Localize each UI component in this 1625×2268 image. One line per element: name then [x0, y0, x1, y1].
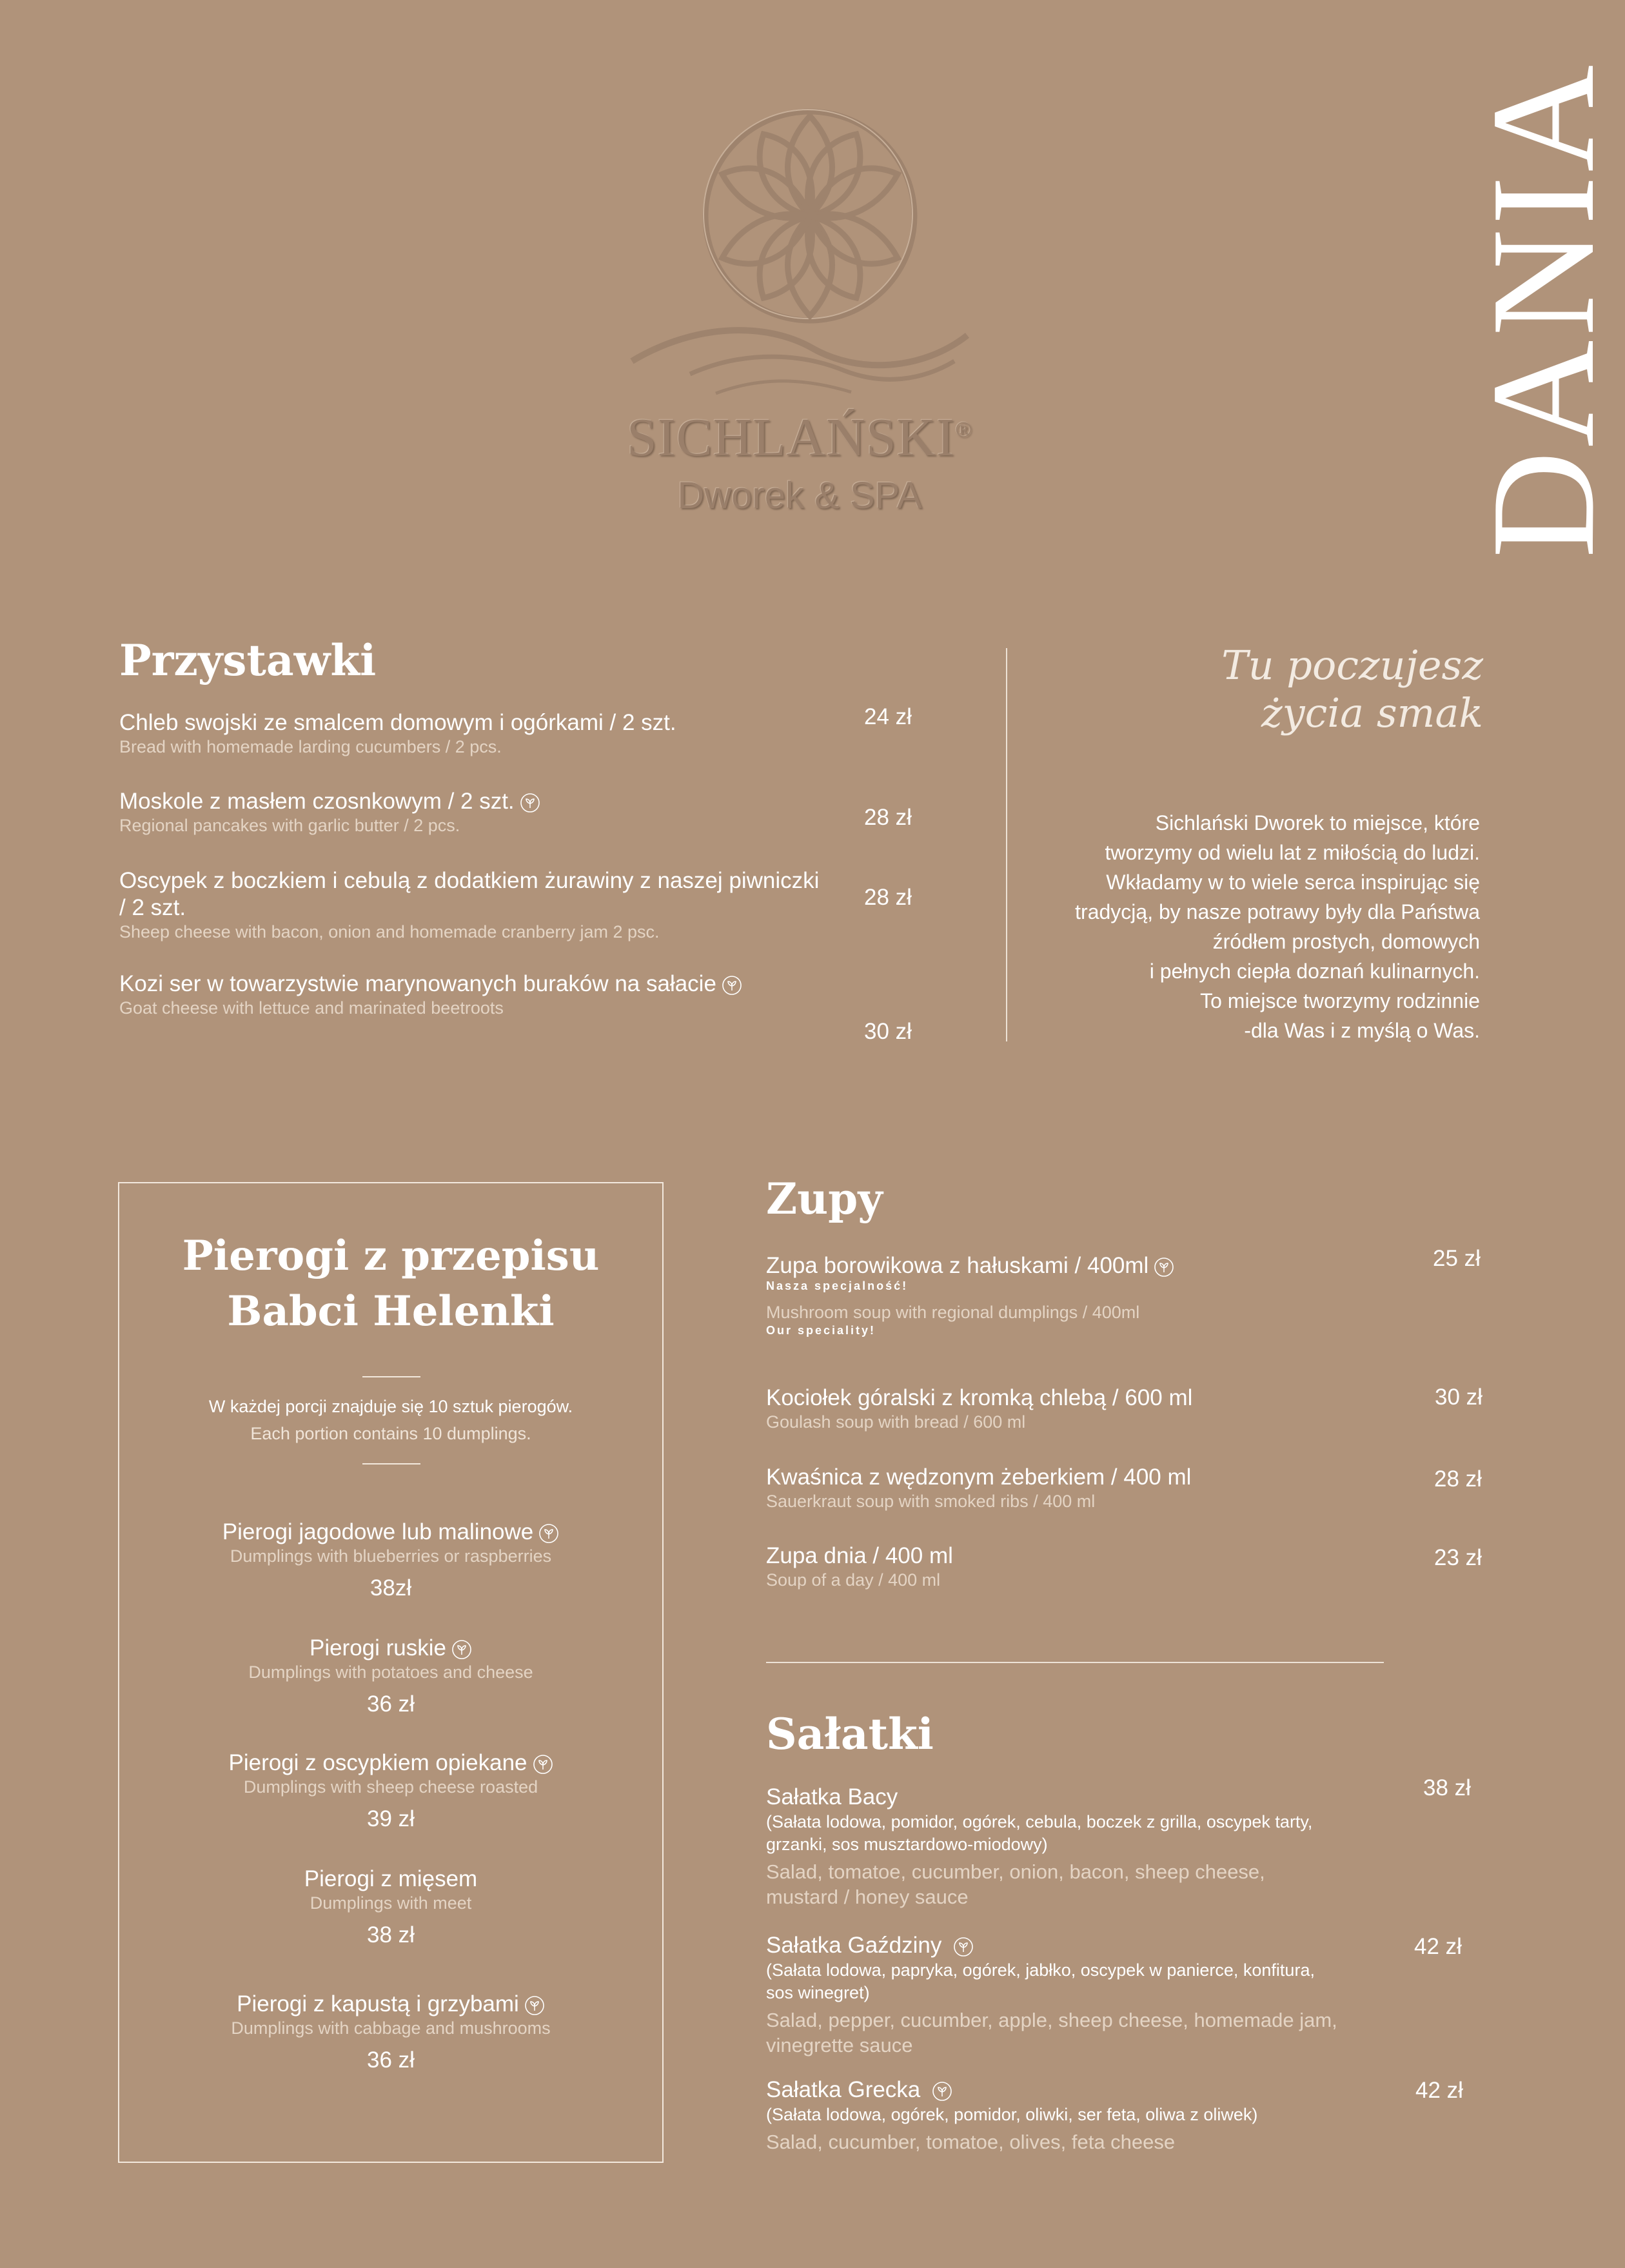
speciality-note-en: Our speciality! [766, 1323, 876, 1337]
vegetarian-leaf-icon [538, 1523, 559, 1544]
item-name-pl: Kwaśnica z wędzonym żeberkiem / 400 ml [766, 1464, 1192, 1490]
item-name-pl: Sałatka Bacy [766, 1784, 898, 1809]
brand-logo [619, 77, 980, 529]
registered-mark: ® [955, 418, 973, 442]
item-name-en: Dumplings with sheep cheese roasted [243, 1777, 538, 1797]
vegetarian-leaf-icon [722, 975, 742, 996]
item-name-pl: Zupa borowikowa z hałuskami / 400ml [766, 1253, 1149, 1278]
item-price: 24 zł [864, 704, 912, 729]
item-name-pl: Sałatka Grecka [766, 2077, 921, 2102]
intro-heading [1058, 642, 1483, 738]
intro-text [1006, 808, 1480, 1045]
menu-item [766, 2076, 1359, 2155]
pierogi-info [119, 1393, 662, 1447]
intro-line: To miejsce tworzymy rodzinnie [1200, 989, 1480, 1012]
item-details: grzanki, sos musztardowo-miodowy) [766, 1835, 1048, 1855]
item-price: 30 zł [1435, 1385, 1482, 1410]
item-name-pl: Kociołek góralski z kromką chlebą / 600 ml [766, 1385, 1193, 1410]
item-details: (Sałata lodowa, pomidor, ogórek, cebula, boczek z grilla, oscypek tarty, [766, 1812, 1313, 1831]
item-name-en: Mushroom soup with regional dumplings / 400ml [766, 1303, 1140, 1322]
vegetarian-leaf-icon [524, 1995, 545, 2016]
pierogi-info-pl: W każdej porcji znajduje się 10 sztuk pierogów. [208, 1397, 573, 1416]
menu-item [766, 1543, 1346, 1592]
item-price: 38 zł [1423, 1775, 1471, 1800]
pierogi-item [119, 1635, 662, 1717]
item-name-pl: Kozi ser w towarzystwie marynowanych buraków na sałacie [119, 971, 716, 996]
section-title-przystawki: Przystawki [119, 635, 377, 685]
pierogi-item [119, 1866, 662, 1948]
menu-item [766, 1385, 1346, 1434]
item-name-pl: Pierogi z oscypkiem opiekane [228, 1750, 527, 1775]
menu-item [119, 709, 829, 758]
item-name-en: Bread with homemade larding cucumbers / 2 pcs. [119, 737, 502, 756]
item-name-pl: Zupa dnia / 400 ml [766, 1543, 953, 1568]
item-price: 38 zł [367, 1922, 415, 1948]
menu-item [119, 788, 829, 837]
section-title-zupy: Zupy [766, 1174, 883, 1224]
intro-line: tworzymy od wielu lat z miłością do ludzi. [1105, 841, 1480, 864]
item-price: 42 zł [1415, 2078, 1463, 2103]
vegetarian-leaf-icon [451, 1639, 472, 1660]
item-price: 28 zł [1434, 1466, 1482, 1492]
pierogi-title-line2: Babci Helenki [227, 1287, 555, 1336]
pierogi-info-en: Each portion contains 10 dumplings. [250, 1424, 531, 1443]
item-details: (Sałata lodowa, ogórek, pomidor, oliwki, ser feta, oliwa z oliwek) [766, 2105, 1258, 2124]
menu-item [766, 1464, 1346, 1513]
menu-item [766, 1784, 1359, 1910]
item-name-en: Salad, pepper, cucumber, apple, sheep cheese, homemade jam, [766, 2009, 1337, 2032]
item-name-pl: Pierogi z mięsem [304, 1866, 478, 1891]
intro-heading-line1: Tu poczujesz [1221, 642, 1483, 689]
item-name-en: Dumplings with blueberries or raspberries [230, 1546, 552, 1566]
flower-of-life-icon [619, 77, 980, 400]
intro-line: tradycją, by nasze potrawy były dla Państwa [1075, 900, 1480, 923]
item-name-en: vinegrette sauce [766, 2033, 913, 2056]
pierogi-title-line1: Pierogi z przepisu [182, 1232, 600, 1280]
menu-item [119, 867, 822, 943]
divider [362, 1463, 420, 1464]
item-name-pl: Pierogi jagodowe lub malinowe [222, 1519, 534, 1544]
intro-line: źródłem prostych, domowych [1212, 930, 1480, 953]
item-name-pl: Moskole z masłem czosnkowym / 2 szt. [119, 789, 515, 814]
item-name-en: Dumplings with cabbage and mushrooms [231, 2018, 551, 2038]
item-name-en: Goat cheese with lettuce and marinated beetroots [119, 998, 504, 1018]
menu-item [119, 971, 829, 1020]
speciality-note-pl: Nasza specjalność! [766, 1279, 909, 1292]
item-name-en: Goulash soup with bread / 600 ml [766, 1412, 1026, 1432]
item-name-en: Salad, cucumber, tomatoe, olives, feta cheese [766, 2131, 1176, 2154]
vegetarian-leaf-icon [520, 793, 540, 813]
item-name-en: mustard / honey sauce [766, 1885, 969, 1908]
pierogi-item [119, 1991, 662, 2073]
item-name-pl: Pierogi z kapustą i grzybami [237, 1991, 519, 2017]
intro-line: Wkładamy w to wiele serca inspirując się [1106, 871, 1480, 894]
divider [362, 1376, 420, 1377]
pierogi-item [119, 1750, 662, 1832]
intro-line: Sichlański Dworek to miejsce, które [1155, 811, 1480, 834]
brand-name: SICHLAŃSKI [626, 408, 956, 468]
intro-line: i pełnych ciepła doznań kulinarnych. [1149, 960, 1480, 983]
item-name-pl: Oscypek z boczkiem i cebulą z dodatkiem żurawiny z naszej piwniczki / 2 szt. [119, 868, 820, 920]
item-price: 25 zł [1433, 1246, 1481, 1271]
item-price: 28 zł [864, 885, 912, 910]
item-price: 38zł [369, 1575, 412, 1601]
intro-heading-line2: życia smak [1261, 689, 1483, 737]
item-price: 42 zł [1414, 1934, 1462, 1959]
item-name-en: Soup of a day / 400 ml [766, 1570, 941, 1590]
item-price: 36 zł [367, 1691, 415, 1717]
vegetarian-leaf-icon [932, 2081, 952, 2102]
brand-subtitle: Dworek & SPA [677, 475, 922, 517]
item-name-en: Sheep cheese with bacon, onion and homemade cranberry jam 2 psc. [119, 922, 660, 942]
section-title-salatki: Sałatki [766, 1709, 934, 1759]
item-details: sos winegret) [766, 1983, 870, 2003]
item-name-pl: Chleb swojski ze smalcem domowym i ogórkami / 2 szt. [119, 710, 676, 735]
item-name-en: Salad, tomatoe, cucumber, onion, bacon, sheep cheese, [766, 1860, 1265, 1884]
item-price: 28 zł [864, 805, 912, 830]
item-details: (Sałata lodowa, papryka, ogórek, jabłko, oscypek w panierce, konfitura, [766, 1960, 1315, 1980]
menu-item [766, 1932, 1359, 2058]
item-price: 36 zł [367, 2047, 415, 2073]
vegetarian-leaf-icon [1154, 1257, 1174, 1277]
intro-line: -dla Was i z myślą o Was. [1244, 1019, 1480, 1042]
item-price: 23 zł [1434, 1545, 1482, 1570]
page-title: DANIA [1461, 61, 1625, 558]
horizontal-divider [766, 1662, 1384, 1663]
item-name-en: Sauerkraut soup with smoked ribs / 400 ml [766, 1492, 1096, 1511]
item-name-pl: Pierogi ruskie [309, 1635, 447, 1661]
pierogi-item [119, 1519, 662, 1601]
item-name-pl: Sałatka Gaździny [766, 1933, 942, 1958]
pierogi-title [119, 1228, 662, 1339]
vegetarian-leaf-icon [953, 1937, 974, 1957]
pierogi-box [118, 1182, 664, 2163]
item-name-en: Dumplings with potatoes and cheese [248, 1662, 533, 1682]
item-name-en: Regional pancakes with garlic butter / 2 pcs. [119, 816, 460, 835]
item-name-en: Dumplings with meet [310, 1893, 472, 1913]
vegetarian-leaf-icon [533, 1754, 553, 1775]
item-price: 39 zł [367, 1806, 415, 1831]
item-price: 30 zł [864, 1019, 912, 1044]
page-title-vertical [1461, 45, 1625, 574]
menu-item [766, 1252, 1346, 1337]
